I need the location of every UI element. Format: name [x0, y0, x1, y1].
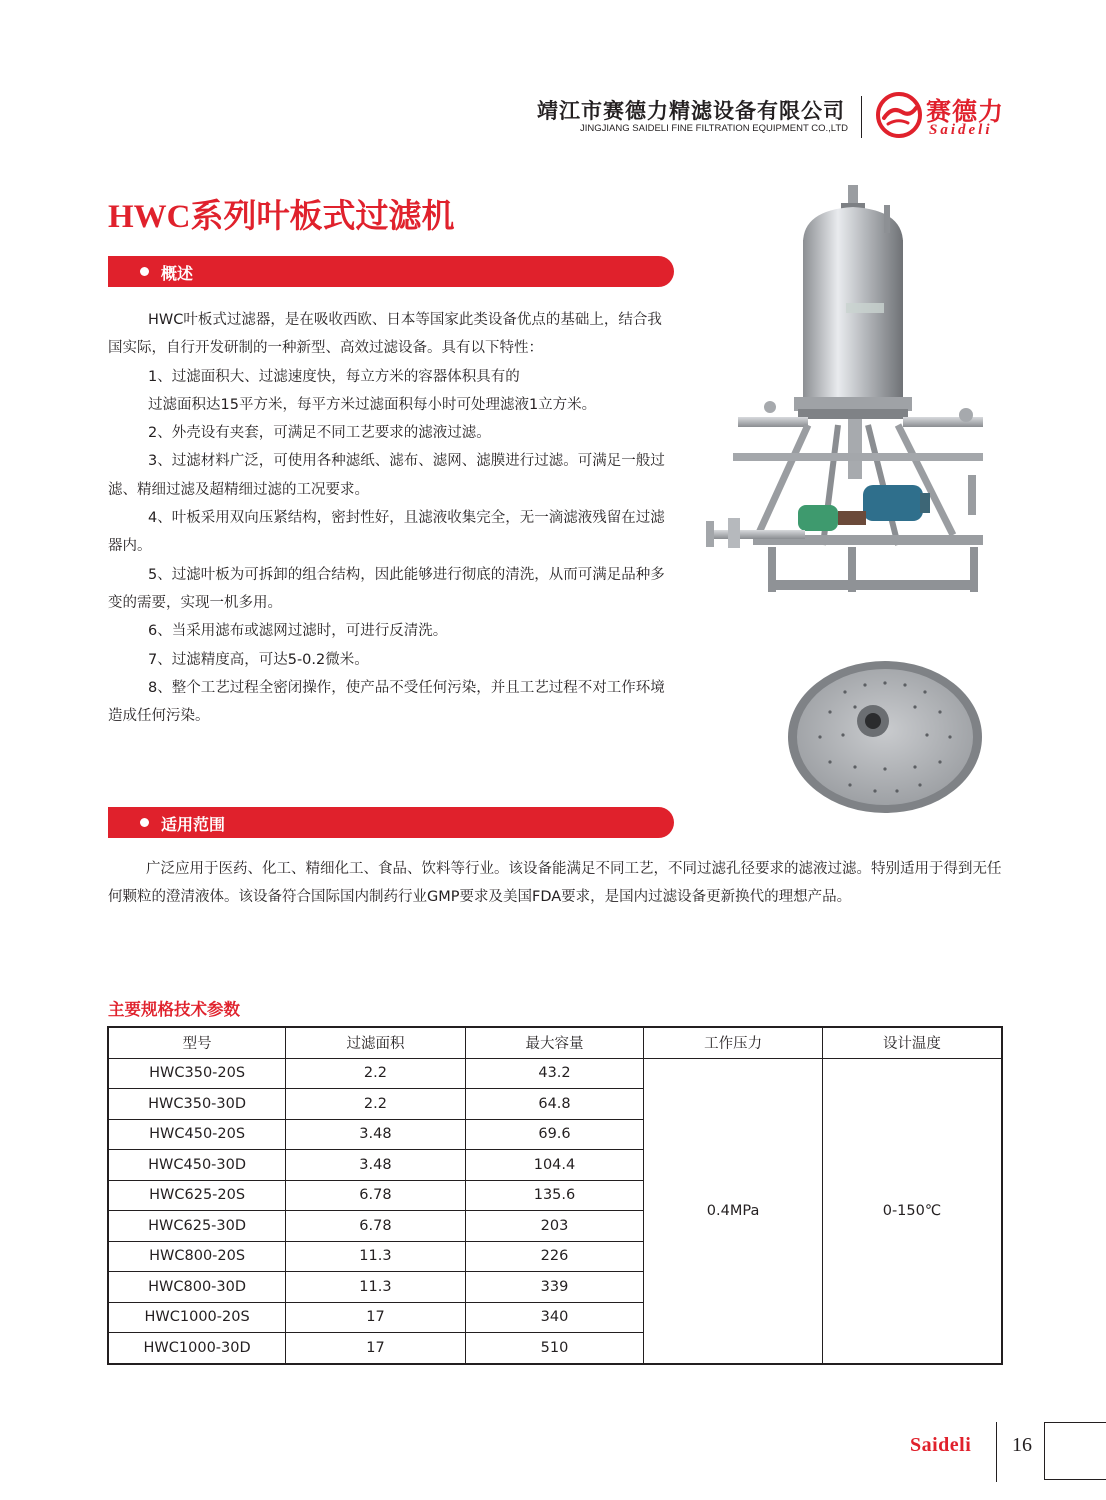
footer-divider [996, 1422, 997, 1482]
spec-table [107, 1026, 1003, 1365]
model-cell: HWC450-20S [108, 1119, 286, 1150]
section-title: 概述 [161, 264, 194, 283]
spec-table-title: 主要规格技术参数 [108, 1000, 240, 1019]
area-cell: 2.2 [286, 1089, 466, 1120]
model-cell: HWC625-20S [108, 1180, 286, 1211]
feature-item: 7、过滤精度高，可达5-0.2微米。 [148, 651, 369, 668]
model-cell: HWC1000-30D [108, 1333, 286, 1364]
header-divider [861, 96, 862, 138]
pressure-cell: 0.4MPa [644, 1058, 823, 1364]
capacity-cell: 226 [465, 1241, 644, 1272]
capacity-cell: 203 [465, 1211, 644, 1242]
scope-text: 广泛应用于医药、化工、精细化工、食品、饮料等行业。该设备能满足不同工艺，不同过滤孔径要求的滤液过滤。特别适用于得到无任何颗粒的澄清液体。该设备符合国际国内制药行业GMP要求及美国FDA要求，是国内过滤设备更新换代的理想产品。 [108, 861, 1002, 905]
logo-text-en: Saideli [929, 122, 993, 138]
logo-text-cn: 赛德力 [926, 97, 1005, 126]
overview-intro: HWC叶板式过滤器，是在吸收西欧、日本等国家此类设备优点的基础上，结合我国实际，自行开发研制的一种新型、高效过滤设备。具有以下特性： [108, 312, 662, 357]
section-header-scope [108, 807, 674, 838]
capacity-cell: 340 [465, 1302, 644, 1333]
column-header: 型号 [108, 1027, 286, 1058]
feature-item: 4、叶板采用双向压紧结构，密封性好，且滤液收集完全，无一滴滤液残留在过滤器内。 [108, 510, 665, 555]
area-cell: 3.48 [286, 1150, 466, 1181]
area-cell: 11.3 [286, 1272, 466, 1303]
capacity-cell: 64.8 [465, 1089, 644, 1120]
section-title: 适用范围 [161, 815, 226, 834]
column-header: 过滤面积 [286, 1027, 466, 1058]
capacity-cell: 339 [465, 1272, 644, 1303]
filter-machine-image [698, 185, 1013, 615]
area-cell: 6.78 [286, 1180, 466, 1211]
capacity-cell: 104.4 [465, 1150, 644, 1181]
capacity-cell: 510 [465, 1333, 644, 1364]
model-cell: HWC350-20S [108, 1058, 286, 1089]
page-title: HWC系列叶板式过滤机 [108, 199, 455, 235]
capacity-cell: 135.6 [465, 1180, 644, 1211]
footer-brand: Saideli [910, 1434, 972, 1456]
bullet-icon [140, 267, 149, 276]
area-cell: 2.2 [286, 1058, 466, 1089]
feature-item: 8、整个工艺过程全密闭操作，使产品不受任何污染，并且工艺过程不对工作环境造成任何污染。 [108, 679, 665, 725]
area-cell: 17 [286, 1302, 466, 1333]
column-header: 工作压力 [644, 1027, 823, 1058]
capacity-cell: 69.6 [465, 1119, 644, 1150]
overview-text [108, 306, 674, 730]
model-cell: HWC625-30D [108, 1211, 286, 1242]
capacity-cell: 43.2 [465, 1058, 644, 1089]
table-header-row [108, 1027, 1002, 1058]
model-cell: HWC1000-20S [108, 1302, 286, 1333]
page-number: 16 [1012, 1434, 1032, 1456]
company-name-cn: 靖江市赛德力精滤设备有限公司 [537, 99, 845, 123]
logo-icon [876, 92, 922, 138]
temperature-cell: 0-150℃ [822, 1058, 1002, 1364]
table-row [108, 1058, 1002, 1089]
feature-item: 6、当采用滤布或滤网过滤时，可进行反清洗。 [148, 623, 448, 640]
bullet-icon [140, 818, 149, 827]
area-cell: 6.78 [286, 1211, 466, 1242]
area-cell: 17 [286, 1333, 466, 1364]
column-header: 设计温度 [822, 1027, 1002, 1058]
model-cell: HWC800-20S [108, 1241, 286, 1272]
model-cell: HWC450-30D [108, 1150, 286, 1181]
model-cell: HWC800-30D [108, 1272, 286, 1303]
corner-box [1044, 1422, 1106, 1480]
feature-item: 过滤面积达15平方米，每平方米过滤面积每小时可处理滤液1立方米。 [148, 396, 597, 413]
feature-item: 5、过滤叶板为可拆卸的组合结构，因此能够进行彻底的清洗，从而可满足品种多变的需要，实现一机多用。 [108, 566, 665, 611]
section-header-overview [108, 256, 674, 287]
company-name-en: JINGJIANG SAIDELI FINE FILTRATION EQUIPMENT CO.,LTD [580, 123, 848, 134]
feature-item: 3、过滤材料广泛，可使用各种滤纸、滤布、滤网、滤膜进行过滤。可满足一般过滤、精细过滤及超精细过滤的工况要求。 [108, 453, 665, 498]
model-cell: HWC350-30D [108, 1089, 286, 1120]
filter-leaf-plate-image [785, 657, 985, 817]
area-cell: 11.3 [286, 1241, 466, 1272]
feature-item: 1、过滤面积大、过滤速度快，每立方米的容器体积具有的 [148, 368, 520, 385]
area-cell: 3.48 [286, 1119, 466, 1150]
feature-item: 2、外壳设有夹套，可满足不同工艺要求的滤液过滤。 [148, 425, 491, 442]
column-header: 最大容量 [465, 1027, 644, 1058]
